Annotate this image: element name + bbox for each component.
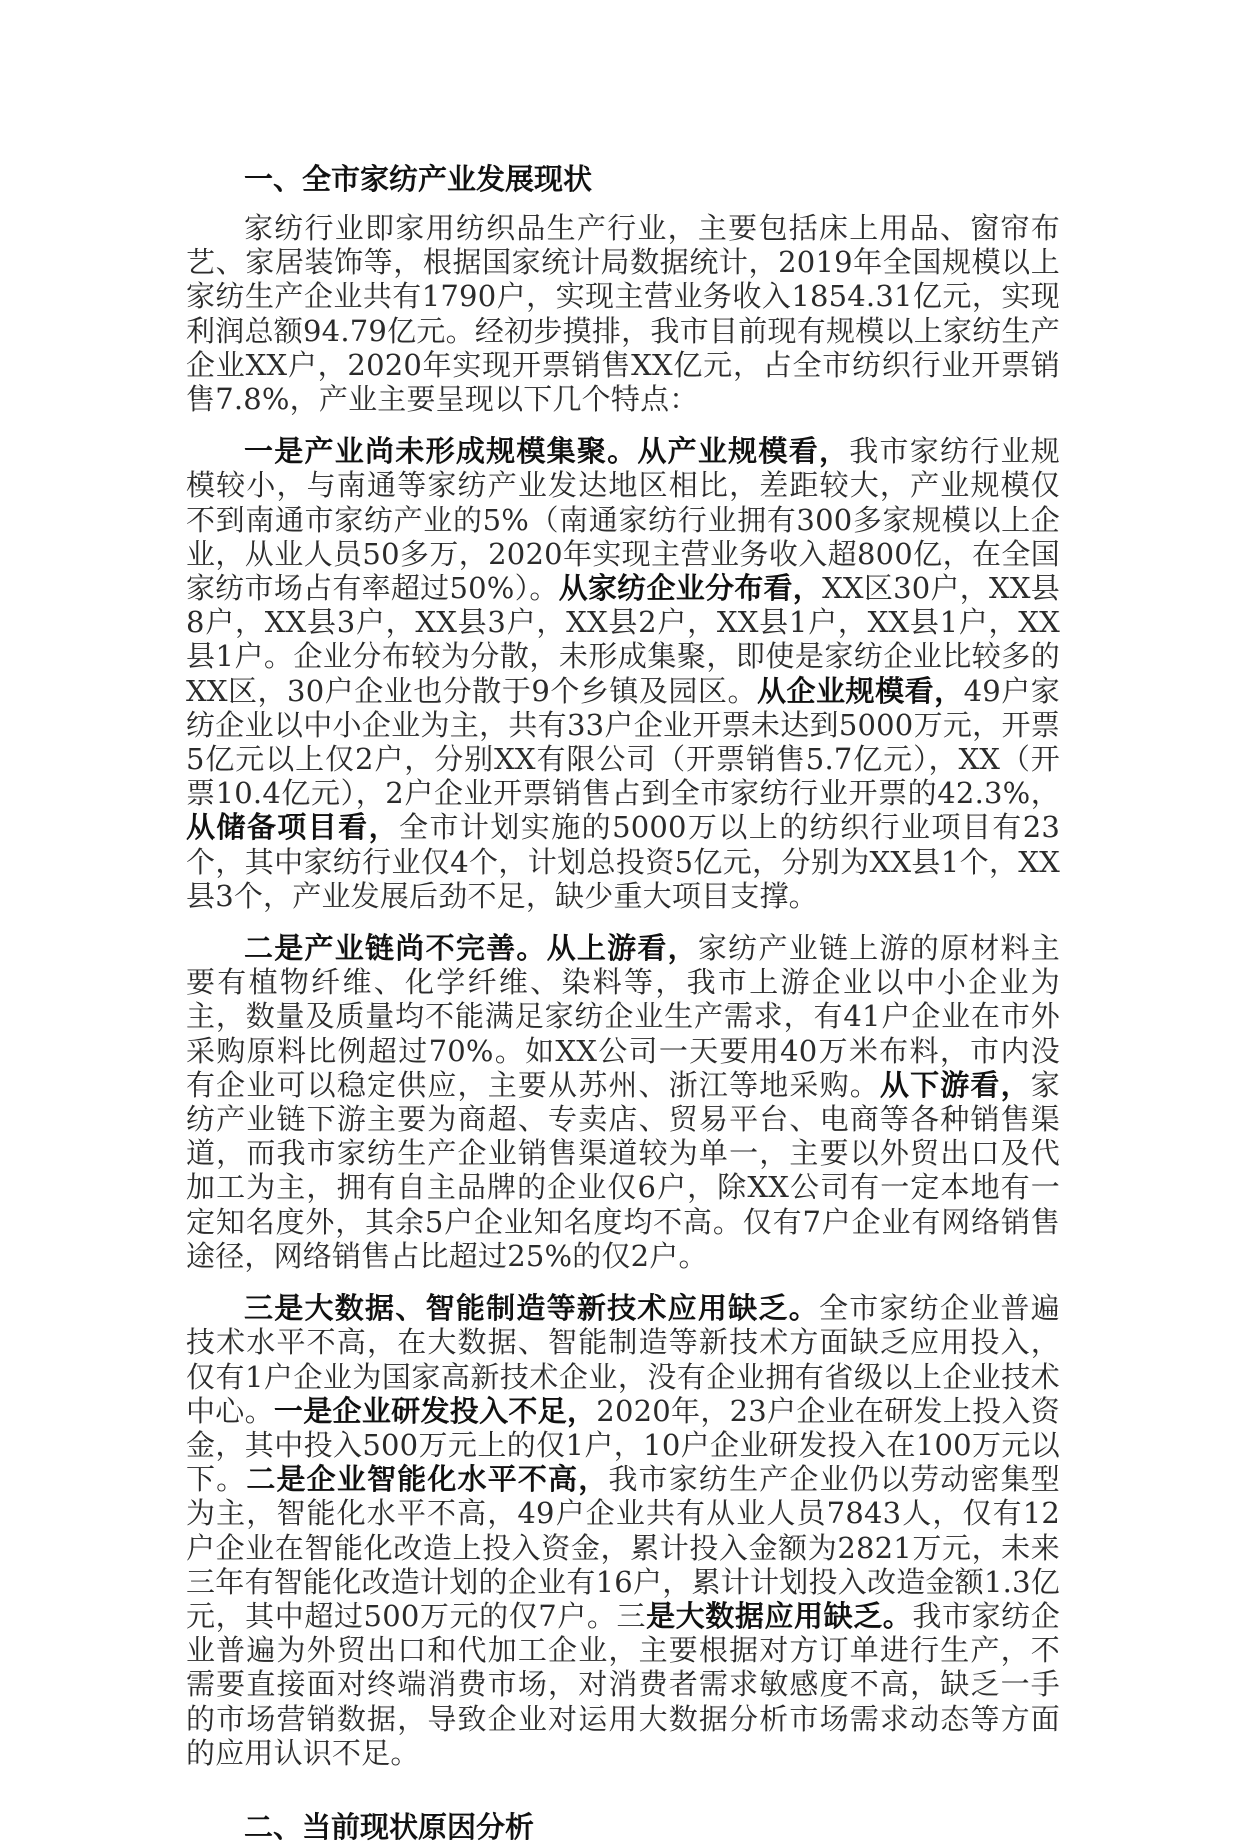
bold-lead-phrase: 是大数据应用缺乏。 — [646, 1598, 913, 1633]
paragraph-tech-lacking — [186, 1291, 1060, 1770]
body-text: 2020年，23户企业在研发上投入资金，其中投入500万元上的仅1户，10户企业研发投入在100万元以下。 — [186, 1393, 1060, 1497]
body-text: 49户家纺企业以中小企业为主，共有33户企业开票未达到5000万元，开票5亿元以上仅2户，分别XX有限公司（开票销售5.7亿元），XX（开票10.4亿元），2户企业开票销售占到全市家纺行业开票的42.3%， — [186, 673, 1061, 811]
body-text: XX区30户，XX县8户，XX县3户，XX县3户，XX县2户，XX县1户，XX县1户，XX县1户。企业分布较为分散，未形成集聚，即使是家纺企业比较多的XX区，30户企业也分散于9个乡镇及园区。 — [186, 571, 1060, 708]
paragraph-chain-incomplete — [186, 931, 1060, 1273]
bold-lead-phrase: 二是企业智能化水平不高， — [246, 1462, 609, 1497]
bold-lead-phrase: 从企业规模看， — [756, 673, 964, 708]
document-page — [186, 162, 1060, 1844]
paragraph-scale-not-clustered — [186, 434, 1060, 913]
bold-lead-phrase: 三是大数据、智能制造等新技术应用缺乏。 — [244, 1291, 819, 1326]
section-heading-2: 二、当前现状原因分析 — [244, 1809, 535, 1844]
body-text: 家纺产业链上游的原材料主要有植物纤维、化学纤维、染料等，我市上游企业以中小企业为主，数量及质量均不能满足家纺企业生产需求，有41户企业在市外采购原料比例超过70%。如XX公司一天要用40万米布料，市内没有企业可以稳定供应，主要从苏州、浙江等地采购。 — [186, 931, 1060, 1102]
bold-lead-phrase: 二是产业链尚不完善。从上游看， — [244, 931, 698, 966]
section-heading-1: 一、全市家纺产业发展现状 — [244, 162, 593, 196]
bold-lead-phrase: 一是企业研发投入不足， — [273, 1393, 597, 1428]
body-text: 全市家纺企业普遍技术水平不高，在大数据、智能制造等新技术方面缺乏应用投入，仅有1户企业为国家高新技术企业，没有企业拥有省级以上企业技术中心。 — [186, 1291, 1060, 1428]
body-text: 家纺行业即家用纺织品生产行业，主要包括床上用品、窗帘布艺、家居装饰等，根据国家统计局数据统计，2019年全国规模以上家纺生产企业共有1790户，实现主营业务收入1854.31亿元，实现利润总额94.79亿元。经初步摸排，我市目前现有规模以上家纺生产企业XX户，2020年实现开票销售XX亿元，占全市纺织行业开票销售7.8%，产业主要呈现以下几个特点： — [186, 211, 1060, 417]
body-text: 家纺产业链下游主要为商超、专卖店、贸易平台、电商等各种销售渠道，而我市家纺生产企业销售渠道较为单一，主要以外贸出口及代加工为主，拥有自主品牌的企业仅6户，除XX公司有一定本地有一定知名度外，其余5户企业知名度均不高。仅有7户企业有网络销售途径，网络销售占比超过25%的仅2户。 — [186, 1067, 1060, 1273]
bold-lead-phrase: 从储备项目看， — [186, 810, 400, 845]
body-text: 全市计划实施的5000万以上的纺织行业项目有23个，其中家纺行业仅4个，计划总投资5亿元，分别为XX县1个，XX县3个，产业发展后劲不足，缺少重大项目支撑。 — [186, 810, 1060, 913]
body-text: 我市家纺行业规模较小，与南通等家纺产业发达地区相比，差距较大，产业规模仅不到南通市家纺产业的5%（南通家纺行业拥有300多家规模以上企业，从业人员50多万，2020年实现主营业务收入超800亿，在全国家纺市场占有率超过50%）。 — [186, 434, 1060, 606]
bold-lead-phrase: 从家纺企业分布看， — [558, 571, 823, 606]
paragraph-industry-overview — [186, 211, 1060, 416]
bold-lead-phrase: 一是产业尚未形成规模集聚。从产业规模看， — [244, 434, 850, 469]
bold-lead-phrase: 从下游看， — [879, 1067, 1031, 1102]
body-text: 我市家纺企业普遍为外贸出口和代加工企业，主要根据对方订单进行生产，不需要直接面对终端消费市场，对消费者需求敏感度不高，缺乏一手的市场营销数据，导致企业对运用大数据分析市场需求动态等方面的应用认识不足。 — [186, 1598, 1060, 1770]
body-text: 我市家纺生产企业仍以劳动密集型为主，智能化水平不高，49户企业共有从业人员7843人，仅有12户企业在智能化改造上投入资金，累计投入金额为2821万元，未来三年有智能化改造计划的企业有16户，累计计划投入改造金额1.3亿元，其中超过500万元的仅7户。三 — [186, 1462, 1060, 1633]
